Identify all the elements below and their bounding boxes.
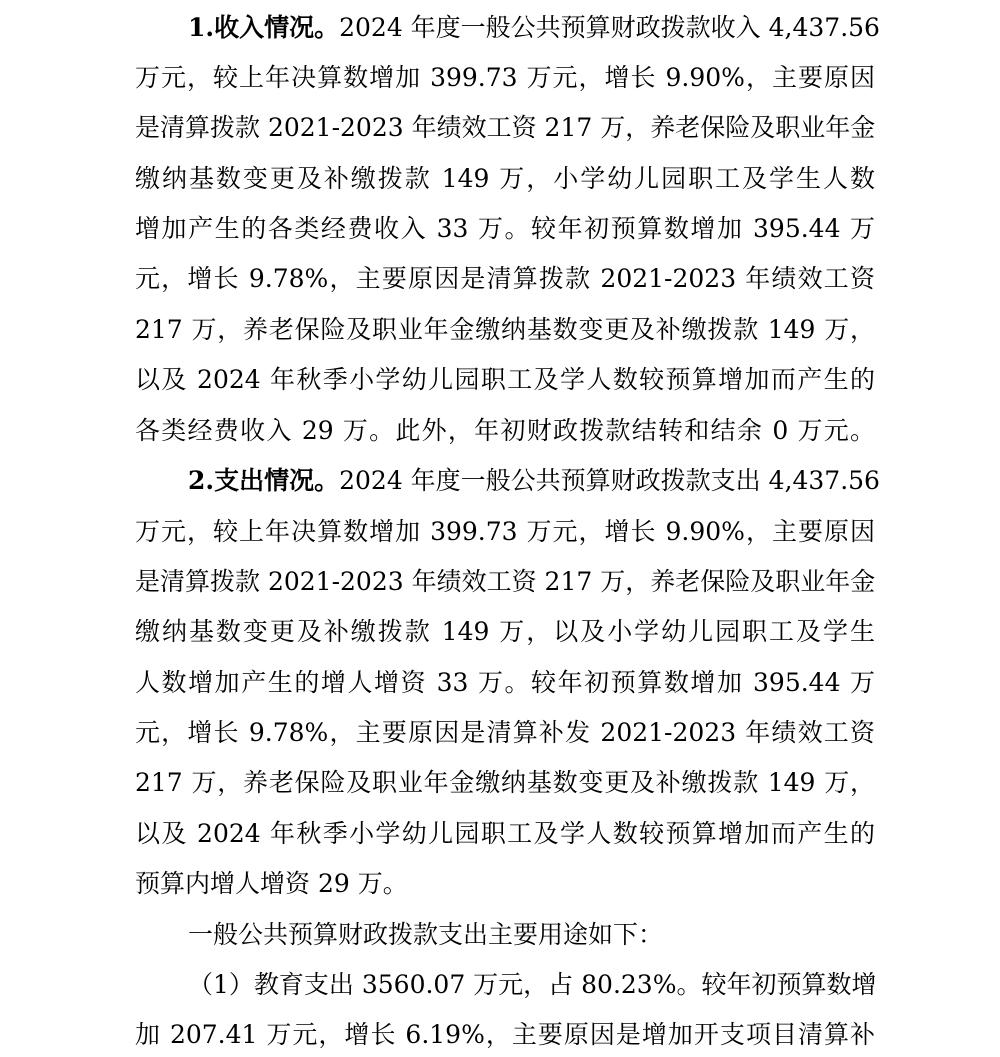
expense-line-1 — [188, 463, 880, 499]
education-line-1: （1）教育支出 3560.07 万元，占 80.23%。较年初预算数增 — [188, 970, 877, 999]
expense-line-4: 缴纳基数变更及补缴拨款 149 万，以及小学幼儿园职工及学生 — [135, 617, 875, 646]
income-line-1 — [188, 10, 880, 46]
income-line-1-text: 2024 年度一般公共预算财政拨款收入 4,437.56 — [339, 13, 880, 42]
expense-line-2: 万元，较上年决算数增加 399.73 万元，增长 9.90%，主要原因 — [135, 517, 875, 546]
income-line-4: 缴纳基数变更及补缴拨款 149 万，小学幼儿园职工及学生人数 — [135, 164, 875, 193]
usage-intro-line: 一般公共预算财政拨款支出主要用途如下： — [188, 920, 664, 949]
income-line-3: 是清算拨款 2021-2023 年绩效工资 217 万，养老保险及职业年金 — [135, 113, 876, 142]
income-line-8: 以及 2024 年秋季小学幼儿园职工及学人数较预算增加而产生的 — [135, 365, 875, 394]
expense-heading: 2.支出情况。 — [188, 466, 340, 495]
expense-line-3: 是清算拨款 2021-2023 年绩效工资 217 万，养老保险及职业年金 — [135, 567, 876, 596]
education-line-2: 加 207.41 万元，增长 6.19%，主要原因是增加开支项目清算补 — [135, 1020, 875, 1049]
income-heading: 1.收入情况。 — [188, 13, 340, 42]
expense-line-9: 预算内增人增资 29 万。 — [135, 869, 408, 898]
income-line-2: 万元，较上年决算数增加 399.73 万元，增长 9.90%，主要原因 — [135, 63, 875, 92]
expense-line-5: 人数增加产生的增人增资 33 万。较年初预算数增加 395.44 万 — [135, 668, 875, 697]
expense-line-7: 217 万，养老保险及职业年金缴纳基数变更及补缴拨款 149 万， — [135, 768, 875, 797]
expense-line-6: 元，增长 9.78%，主要原因是清算补发 2021-2023 年绩效工资 — [135, 718, 875, 747]
expense-line-1-text: 2024 年度一般公共预算财政拨款支出 4,437.56 — [339, 466, 880, 495]
income-line-9: 各类经费收入 29 万。此外，年初财政拨款结转和结余 0 万元。 — [135, 416, 875, 445]
income-line-5: 增加产生的各类经费收入 33 万。较年初预算数增加 395.44 万 — [135, 214, 875, 243]
income-line-7: 217 万，养老保险及职业年金缴纳基数变更及补缴拨款 149 万， — [135, 315, 875, 344]
income-line-6: 元，增长 9.78%，主要原因是清算拨款 2021-2023 年绩效工资 — [135, 264, 875, 293]
expense-line-8: 以及 2024 年秋季小学幼儿园职工及学人数较预算增加而产生的 — [135, 819, 875, 848]
